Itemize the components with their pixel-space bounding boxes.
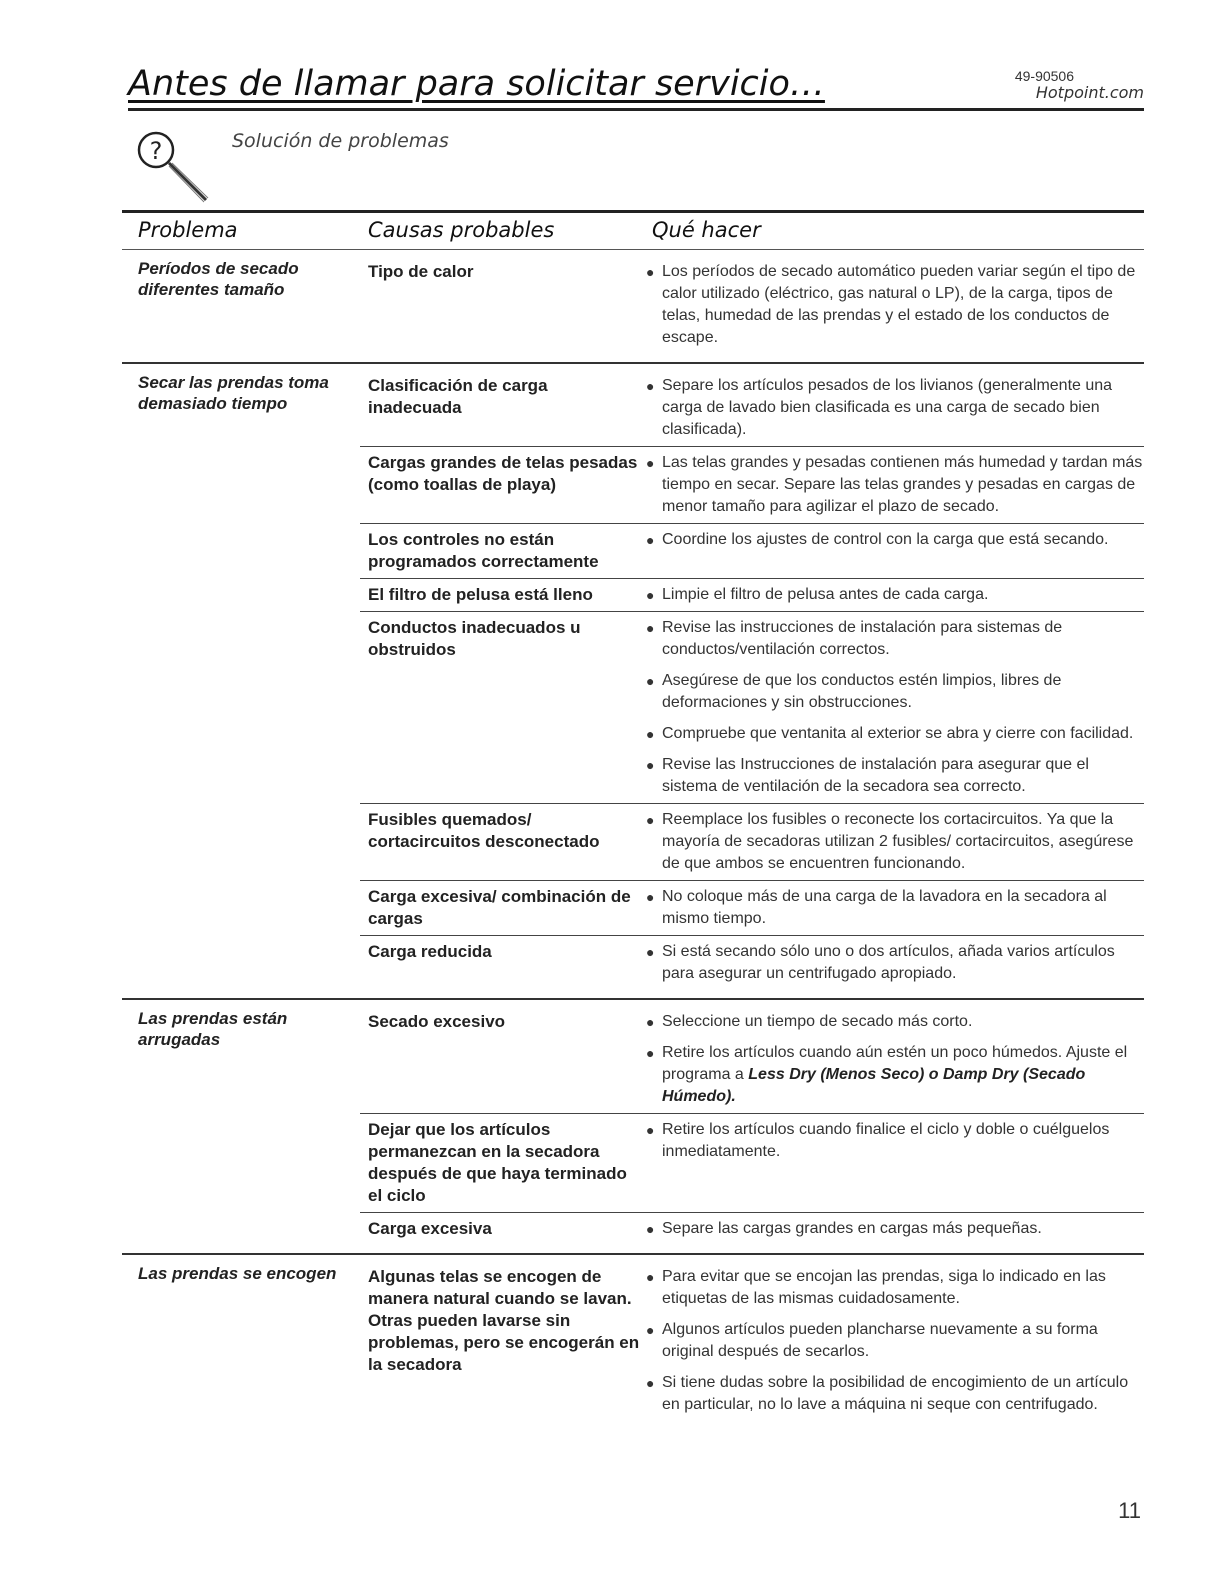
bullet-icon: ● — [646, 889, 655, 905]
bullet-icon: ● — [646, 620, 655, 636]
cause-label: Secado excesivo — [368, 1012, 506, 1031]
action-text: Si está secando sólo uno o dos artículos, añada varios artículos para asegurar un centrifugado apropiado. — [662, 943, 1115, 982]
action-text: Las telas grandes y pesadas contienen más humedad y tardan más tiempo en secar. Separe las telas grandes y pesadas en cargas de menor tamaño para agilizar el plazo de secado. — [662, 454, 1143, 515]
action-list — [642, 261, 1144, 349]
bullet-icon: ● — [646, 944, 655, 960]
bullet-icon: ● — [646, 455, 655, 471]
svg-text:?: ? — [149, 137, 163, 165]
bullet-icon: ● — [646, 587, 655, 603]
action-list — [642, 1218, 1144, 1240]
action-item — [642, 529, 1144, 551]
page-header — [128, 62, 1144, 114]
column-header-causes: Causas probables — [368, 218, 555, 242]
action-text: Separe las cargas grandes en cargas más pequeñas. — [662, 1220, 1042, 1237]
cause-row — [360, 370, 1144, 446]
problem-group — [122, 1255, 1144, 1429]
cause-row — [360, 1261, 1144, 1421]
action-text: Para evitar que se encojan las prendas, siga lo indicado en las etiquetas de las mismas cuidadosamente. — [662, 1268, 1106, 1307]
action-item — [642, 1119, 1144, 1163]
action-item — [642, 261, 1144, 349]
bullet-icon: ● — [646, 812, 655, 828]
cause-row — [360, 1212, 1144, 1245]
cause-row — [360, 611, 1144, 803]
cause-label: El filtro de pelusa está lleno — [368, 585, 593, 604]
problem-group — [122, 1000, 1144, 1255]
cause-row — [360, 1006, 1144, 1113]
action-text: Limpie el filtro de pelusa antes de cada carga. — [662, 586, 989, 603]
action-list — [642, 1119, 1144, 1207]
cause-label: Conductos inadecuados u obstruidos — [368, 618, 581, 659]
page-title: Antes de llamar para solicitar servicio… — [128, 64, 825, 104]
action-text: Coordine los ajustes de control con la carga que está secando. — [662, 531, 1109, 548]
action-item — [642, 452, 1144, 518]
action-item — [642, 584, 1144, 606]
bullet-icon: ● — [646, 1322, 655, 1338]
table-header-row — [122, 210, 1144, 250]
cause-label: Cargas grandes de telas pesadas (como toallas de playa) — [368, 453, 638, 494]
action-item — [642, 886, 1144, 930]
action-item — [642, 617, 1144, 661]
action-text: Compruebe que ventanita al exterior se abra y cierre con facilidad. — [662, 725, 1134, 742]
cause-label: Dejar que los artículos permanezcan en la secadora después de que haya terminado el ciclo — [368, 1120, 627, 1205]
column-header-actions: Qué hacer — [652, 218, 761, 242]
action-item — [642, 941, 1144, 985]
action-item — [642, 723, 1144, 745]
bullet-icon: ● — [646, 1045, 655, 1061]
question-magnifier-icon — [136, 130, 220, 205]
bullet-icon: ● — [646, 757, 655, 773]
cause-row — [360, 935, 1144, 990]
action-text: Reemplace los fusibles o reconecte los cortacircuitos. Ya que la mayoría de secadoras utilizan 2 fusibles/ cortacircuitos, asegúrese de que ambos se encuentren funcionando. — [662, 811, 1134, 872]
bullet-icon: ● — [646, 532, 655, 548]
action-text: Separe los artículos pesados de los livianos (generalmente una carga de lavado bien clasificada es una carga de secado bien clasificada). — [662, 377, 1113, 438]
action-list — [642, 584, 1144, 606]
action-item — [642, 1042, 1144, 1108]
cause-list — [360, 1006, 1144, 1245]
page-number: 11 — [1118, 1498, 1141, 1523]
bullet-icon: ● — [646, 1014, 655, 1030]
bullet-icon: ● — [646, 264, 655, 280]
action-text: Algunos artículos pueden plancharse nuevamente a su forma original después de secarlos. — [662, 1321, 1098, 1360]
action-item — [642, 1372, 1144, 1416]
problem-label: Períodos de secado diferentes tamaño — [138, 259, 299, 299]
header-rule — [128, 108, 1144, 111]
cause-row — [360, 446, 1144, 523]
problem-group — [122, 250, 1144, 364]
bullet-icon: ● — [646, 1269, 655, 1285]
cause-row — [360, 523, 1144, 578]
cause-list — [360, 256, 1144, 354]
action-item — [642, 1266, 1144, 1310]
action-text: Retire los artículos cuando finalice el ciclo y doble o cuélguelos inmediatamente. — [662, 1121, 1110, 1160]
cause-label: Fusibles quemados/ cortacircuitos desconectado — [368, 810, 600, 851]
action-text: Seleccione un tiempo de secado más corto. — [662, 1013, 973, 1030]
action-text: Revise las Instrucciones de instalación para asegurar que el sistema de ventilación de la secadora sea correcto. — [662, 756, 1089, 795]
bullet-icon: ● — [646, 1122, 655, 1138]
bullet-icon: ● — [646, 1221, 655, 1237]
action-list — [642, 809, 1144, 875]
cause-row — [360, 880, 1144, 935]
problem-label: Las prendas se encogen — [138, 1264, 337, 1283]
cause-list — [360, 370, 1144, 990]
action-item — [642, 1319, 1144, 1363]
action-item — [642, 809, 1144, 875]
bullet-icon: ● — [646, 726, 655, 742]
site-url: Hotpoint.com — [1035, 83, 1144, 102]
table-body — [122, 250, 1144, 1429]
doc-number: 49-90506 — [1014, 68, 1074, 84]
action-text: Los períodos de secado automático pueden variar según el tipo de calor utilizado (eléctrico, gas natural o LP), de la carga, tipos de telas, humedad de las prendas y el estado de los conductos de escape. — [662, 263, 1136, 346]
action-list — [642, 941, 1144, 985]
cause-row — [360, 578, 1144, 611]
cause-label: Carga excesiva — [368, 1219, 492, 1238]
cause-row — [360, 256, 1144, 354]
cause-label: Carga reducida — [368, 942, 492, 961]
action-emphasis-text: Less Dry (Menos Seco) o Damp Dry (Secado Húmedo). — [662, 1066, 1086, 1105]
bullet-icon: ● — [646, 673, 655, 689]
action-list — [642, 452, 1144, 518]
cause-list — [360, 1261, 1144, 1421]
action-item — [642, 754, 1144, 798]
cause-label: Algunas telas se encogen de manera natural cuando se lavan. Otras pueden lavarse sin problemas, pero se encogerán en la secadora — [368, 1267, 640, 1374]
action-list — [642, 375, 1144, 441]
cause-row — [360, 1113, 1144, 1212]
section-label: Solución de problemas — [232, 130, 449, 152]
action-item — [642, 1218, 1144, 1240]
cause-label: Clasificación de carga inadecuada — [368, 376, 548, 417]
problem-label: Secar las prendas toma demasiado tiempo — [138, 373, 329, 413]
cause-label: Los controles no están programados correctamente — [368, 530, 599, 571]
action-item — [642, 375, 1144, 441]
bullet-icon: ● — [646, 378, 655, 394]
problem-label: Las prendas están arrugadas — [138, 1009, 288, 1049]
action-text: Asegúrese de que los conductos estén limpios, libres de deformaciones y sin obstrucciones. — [662, 672, 1062, 711]
action-list — [642, 1266, 1144, 1416]
cause-row — [360, 803, 1144, 880]
cause-label: Tipo de calor — [368, 262, 474, 281]
action-list — [642, 529, 1144, 573]
problem-group — [122, 364, 1144, 1000]
action-text: No coloque más de una carga de la lavadora en la secadora al mismo tiempo. — [662, 888, 1107, 927]
cause-label: Carga excesiva/ combinación de cargas — [368, 887, 631, 928]
action-item — [642, 670, 1144, 714]
action-list — [642, 886, 1144, 930]
column-header-problem: Problema — [138, 218, 238, 242]
bullet-icon: ● — [646, 1375, 655, 1391]
action-list — [642, 1011, 1144, 1108]
troubleshoot-table — [122, 210, 1144, 1429]
action-item — [642, 1011, 1144, 1033]
action-text: Revise las instrucciones de instalación para sistemas de conductos/ventilación correctos. — [662, 619, 1063, 658]
action-list — [642, 617, 1144, 798]
action-text: Retire los artículos cuando aún estén un poco húmedos. Ajuste el programa a — [662, 1044, 1128, 1083]
action-text: Si tiene dudas sobre la posibilidad de encogimiento de un artículo en particular, no lo lave a máquina ni seque con centrifugado. — [662, 1374, 1129, 1413]
